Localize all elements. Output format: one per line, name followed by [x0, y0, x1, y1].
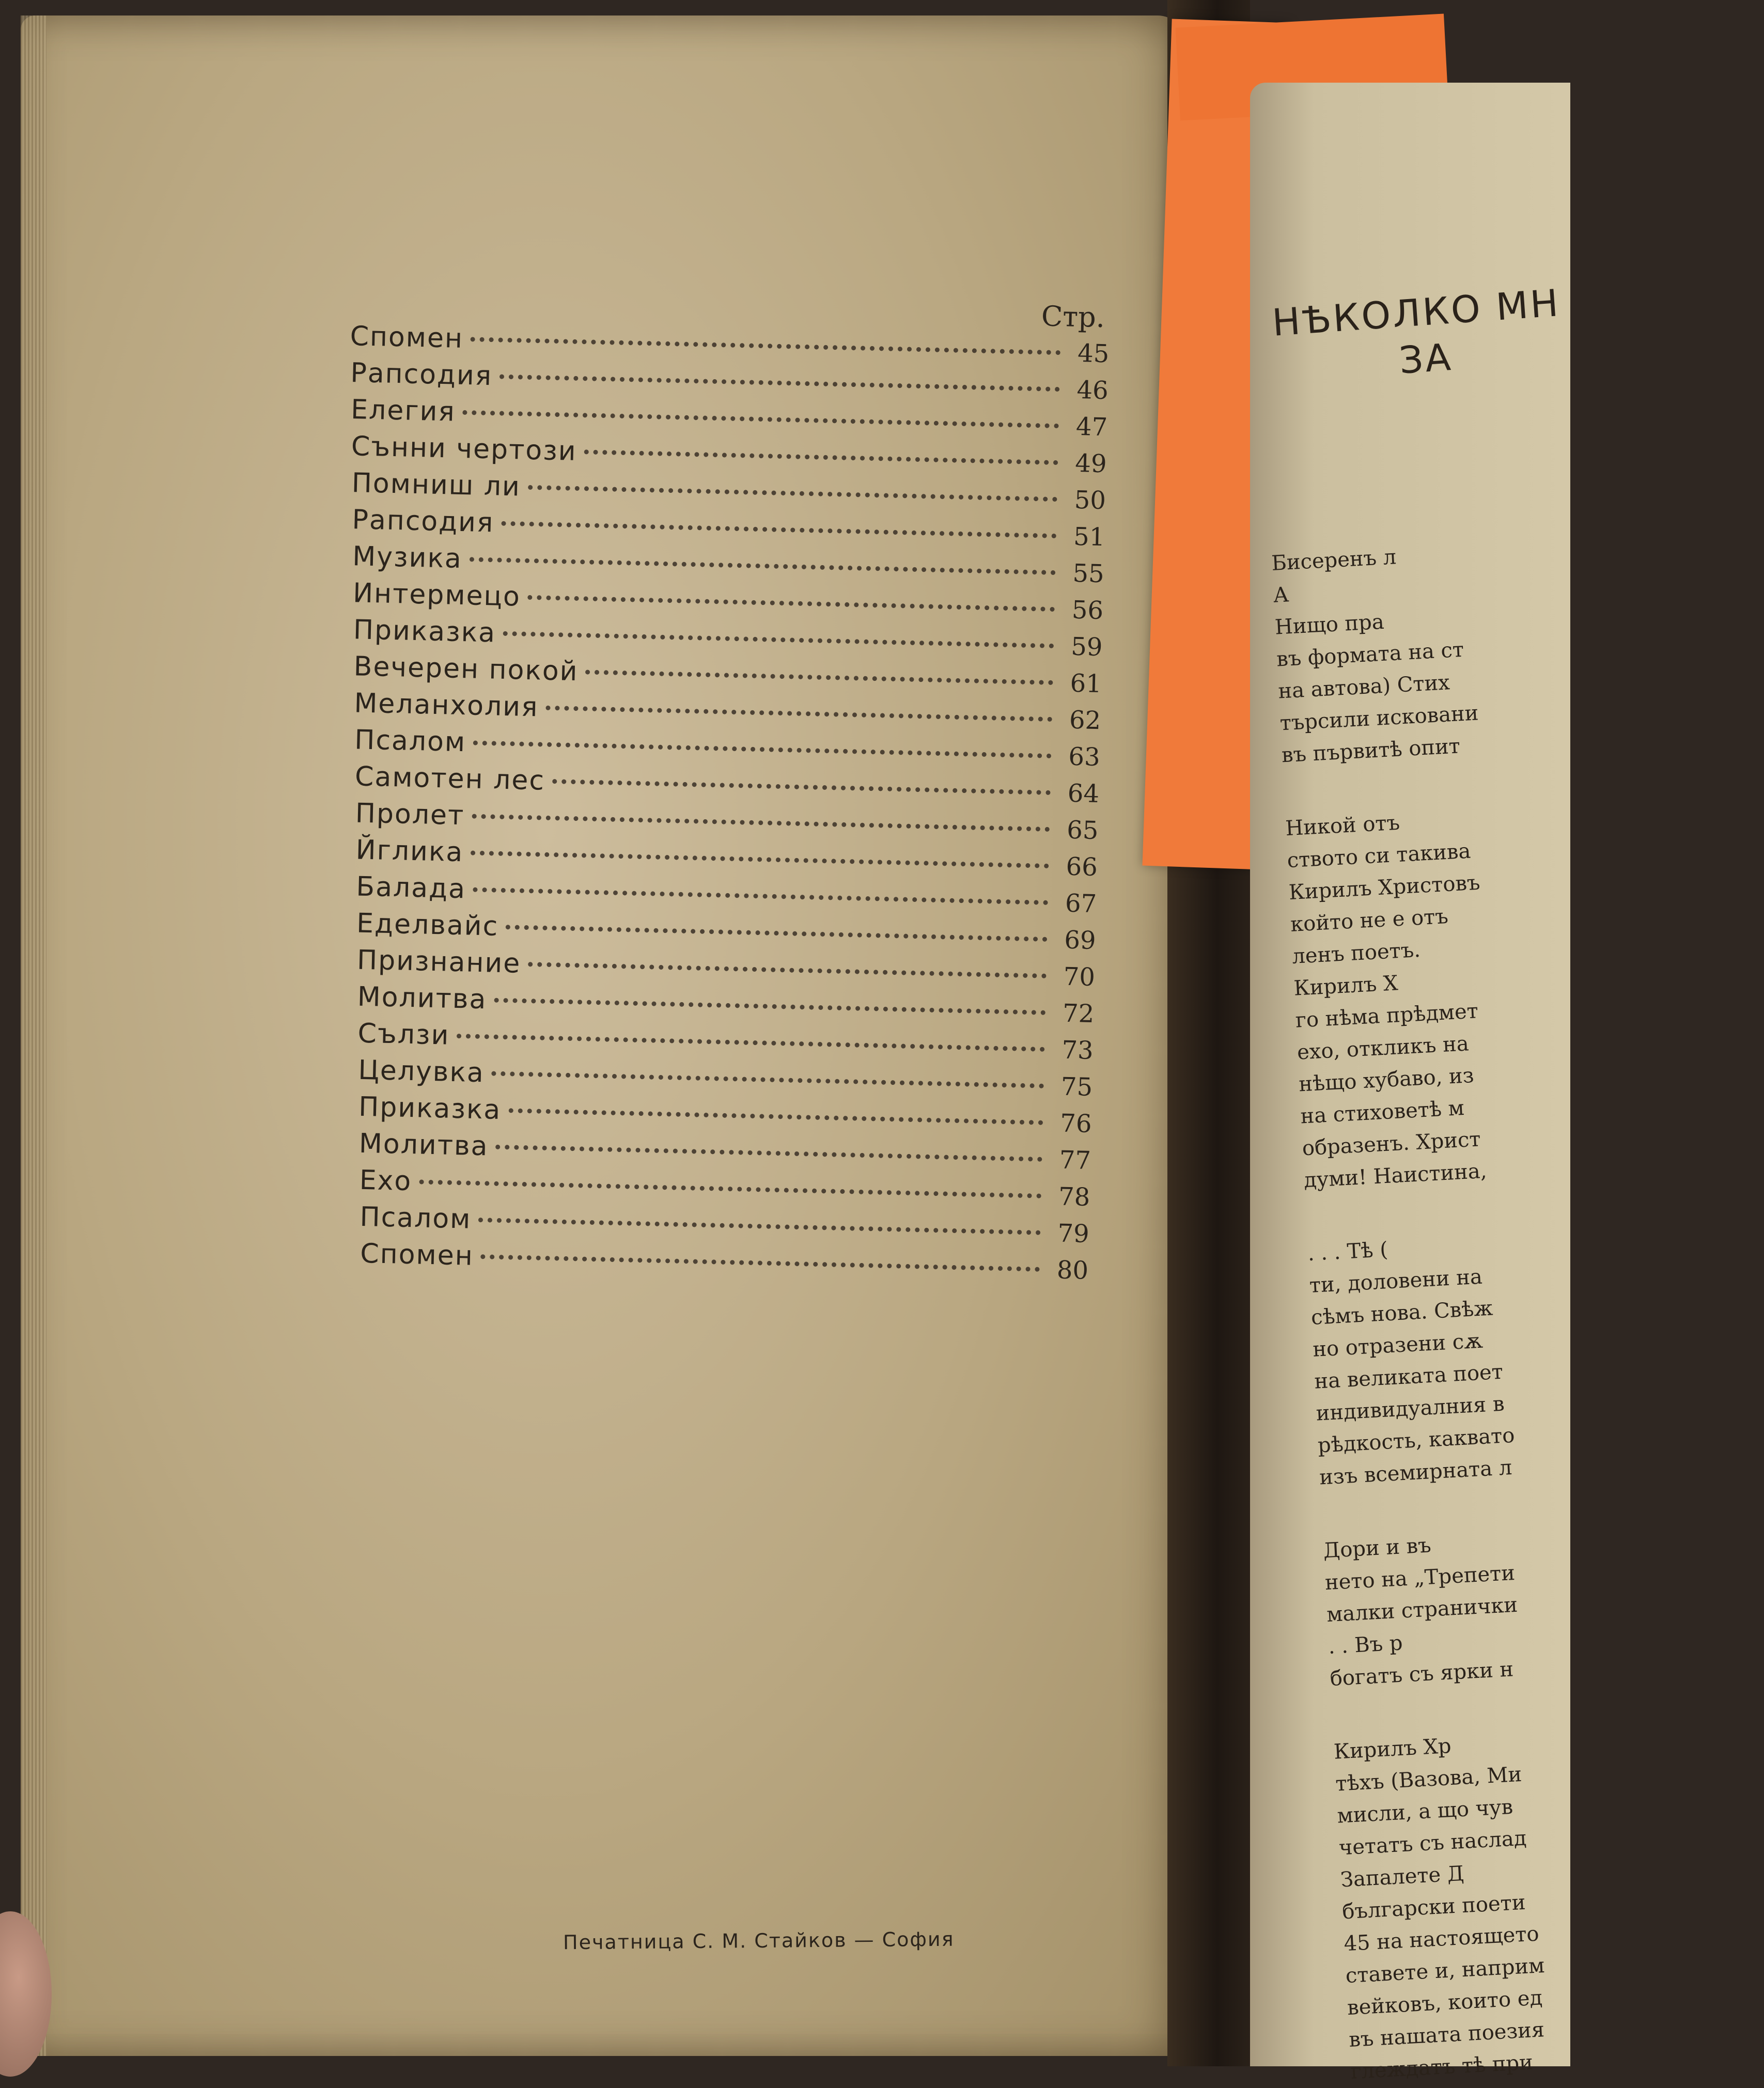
right-page-text-line: вейковъ, които ед	[1346, 1986, 1543, 2020]
toc-entry-title: Помниш ли	[351, 468, 521, 503]
toc-entry-page: 67	[1065, 889, 1097, 919]
right-page-text-line: Бисеренъ л	[1271, 545, 1397, 575]
left-page	[21, 15, 1188, 2056]
toc-entry-title: Псалом	[354, 724, 466, 758]
toc-entry-title: Псалом	[359, 1201, 472, 1235]
right-page-text-line: тѣхъ (Вазова, Ми	[1335, 1762, 1523, 1796]
toc-entry-title: Меланхолия	[353, 688, 539, 723]
toc-entry-page: 47	[1075, 412, 1108, 442]
toc-entry-title: Целувка	[357, 1054, 485, 1089]
toc-dot-leader	[494, 998, 1045, 1015]
toc-entry-page: 59	[1070, 632, 1103, 662]
right-page-text-line: Кирилъ Х	[1293, 971, 1399, 1001]
right-page-text-line: на стиховетѣ м	[1300, 1096, 1465, 1129]
toc-entry-page: 45	[1077, 338, 1110, 369]
right-page-heading	[1271, 274, 1638, 392]
toc-dot-leader	[552, 779, 1051, 795]
toc-entry-title: Сълзи	[357, 1018, 450, 1051]
toc-entry-title: Йглика	[355, 834, 464, 868]
table-of-contents	[329, 284, 1111, 1291]
toc-entries	[329, 321, 1110, 1291]
right-page-text-line: четатъ съ наслад	[1338, 1826, 1527, 1860]
toc-entry-page: 64	[1067, 778, 1100, 809]
toc-dot-leader	[471, 337, 1061, 355]
printer-footer: Печатница С. М. Стайков — София	[563, 1927, 955, 1954]
toc-entry-page: 78	[1058, 1182, 1090, 1212]
right-page-text-line: мисли, а що чув	[1336, 1795, 1514, 1828]
toc-entry-title: Балада	[355, 871, 466, 905]
right-page-text-line: Никой отъ	[1285, 811, 1401, 841]
toc-dot-leader	[528, 962, 1047, 978]
toc-dot-leader	[473, 741, 1052, 758]
toc-entry-page: 55	[1072, 558, 1105, 589]
toc-entry-page: 65	[1066, 815, 1099, 846]
right-page-text-line: на автова) Стих	[1277, 671, 1450, 704]
toc-entry-page: 72	[1062, 999, 1095, 1029]
right-page-heading-line: НѢКОЛКО МН	[1271, 281, 1562, 345]
toc-dot-leader	[457, 1034, 1045, 1052]
right-page-text-line: . . Въ р	[1328, 1631, 1403, 1659]
toc-entry-title: Спомен	[350, 320, 464, 354]
toc-entry-title: Рапсодия	[351, 504, 494, 539]
toc-dot-leader	[470, 557, 1056, 575]
right-page	[1250, 83, 1570, 2084]
toc-entry-page: 76	[1059, 1109, 1092, 1139]
toc-dot-leader	[528, 485, 1057, 502]
right-page-text-line: рѣдкость, каквато	[1317, 1423, 1516, 1458]
toc-entry-page: 66	[1066, 852, 1098, 882]
right-page-text-line: богатъ съ ярки н	[1329, 1657, 1515, 1691]
page-edge	[21, 15, 46, 2056]
toc-entry-title: Молитва	[357, 981, 488, 1016]
toc-entry-page: 49	[1074, 448, 1107, 479]
right-page-text-line: ти, доловени на	[1308, 1265, 1483, 1298]
right-page-text-line: Запалете Д	[1339, 1861, 1465, 1892]
toc-entry-title: Рапсодия	[350, 357, 493, 392]
toc-entry-title: Музика	[352, 541, 463, 575]
toc-entry-title: Спомен	[360, 1238, 474, 1272]
right-page-text-line: глеждатъ тѣ при	[1350, 2050, 1534, 2084]
toc-entry-title: Сънни чертози	[351, 431, 577, 467]
toc-page-header: Стр.	[1041, 300, 1105, 334]
toc-dot-leader	[471, 851, 1049, 868]
right-page-text-line: български поети	[1341, 1890, 1526, 1924]
toc-dot-leader	[473, 887, 1048, 905]
right-page-text-line: търсили исковани	[1279, 701, 1479, 736]
toc-entry-title: Молитва	[358, 1128, 489, 1162]
right-page-text-line: 45 на настоящето	[1343, 1922, 1540, 1956]
toc-dot-leader	[478, 1218, 1040, 1235]
toc-entry-page: 56	[1071, 595, 1104, 626]
toc-dot-leader	[495, 1145, 1042, 1162]
right-page-text-line: въ формата на ст	[1276, 637, 1465, 672]
right-page-text-line: Дори и въ	[1322, 1533, 1432, 1563]
toc-entry-page: 46	[1076, 375, 1109, 406]
toc-entry-page: 79	[1057, 1219, 1090, 1249]
toc-dot-leader	[472, 814, 1050, 832]
right-page-heading-line: ЗА	[1397, 335, 1454, 382]
right-page-text-line: изъ всемирната л	[1319, 1456, 1513, 1490]
toc-entry-title: Самотен лес	[354, 761, 545, 797]
toc-entry-page: 69	[1064, 925, 1097, 956]
toc-dot-leader	[528, 595, 1055, 612]
right-page-text-line: малки странички	[1326, 1593, 1519, 1627]
right-page-text-line: думи! Наистина,	[1303, 1159, 1488, 1193]
toc-dot-leader	[545, 706, 1052, 722]
right-page-text-line: който не е отъ	[1290, 905, 1449, 937]
right-page-text-line: нето на „Трепети	[1324, 1561, 1516, 1595]
right-page-text-line: ленъ поетъ.	[1291, 938, 1421, 969]
right-page-text-line: Кирилъ Христовъ	[1288, 870, 1481, 905]
right-page-text-line: на великата поет	[1314, 1360, 1504, 1394]
toc-dot-leader	[419, 1179, 1041, 1198]
toc-entry-title: Приказка	[353, 614, 496, 649]
toc-entry-title: Приказка	[358, 1091, 502, 1126]
toc-entry-page: 50	[1074, 485, 1106, 516]
right-page-text-line: А	[1272, 583, 1290, 607]
toc-entry-title: Елегия	[350, 394, 456, 428]
right-page-text-line: въ първитѣ опит	[1281, 734, 1461, 768]
right-page-text-line: индивидуалния в	[1315, 1392, 1505, 1426]
toc-dot-leader	[501, 521, 1056, 538]
toc-entry-page: 62	[1069, 705, 1101, 736]
toc-entry-title: Ехо	[359, 1164, 412, 1197]
toc-entry-page: 61	[1070, 668, 1102, 699]
toc-dot-leader	[463, 410, 1059, 428]
toc-entry-page: 70	[1063, 962, 1096, 992]
toc-dot-leader	[481, 1254, 1040, 1272]
right-page-text-line: нѣщо хубаво, из	[1298, 1063, 1475, 1097]
toc-entry-page: 51	[1073, 522, 1105, 552]
toc-dot-leader	[584, 449, 1058, 465]
right-page-text-line: ехо, откликъ на	[1297, 1032, 1470, 1065]
right-page-text-line: ставете и, наприм	[1345, 1954, 1546, 1988]
toc-dot-leader	[506, 925, 1048, 942]
toc-dot-leader	[508, 1108, 1043, 1125]
right-page-text-line: сѣмъ нова. Свѣж	[1310, 1296, 1494, 1330]
right-page-text-line: ството си такива	[1286, 839, 1472, 873]
right-page-text-line: . . . Тѣ (	[1307, 1238, 1389, 1266]
toc-dot-leader	[585, 669, 1053, 685]
right-page-text-line: Кирилъ Хр	[1333, 1734, 1452, 1764]
right-page-text-line: въ нашата поезия	[1348, 2018, 1546, 2052]
toc-entry-page: 73	[1061, 1035, 1094, 1065]
toc-entry-title: Вечерен покой	[353, 651, 579, 688]
right-page-text-line: Нищо пра	[1274, 610, 1385, 640]
right-page-text-line: но отразени сѫ	[1312, 1329, 1484, 1362]
toc-entry-page: 75	[1060, 1072, 1093, 1102]
toc-dot-leader	[503, 631, 1054, 648]
toc-entry-page: 63	[1068, 742, 1101, 772]
toc-dot-leader	[492, 1071, 1044, 1088]
toc-entry-page: 77	[1059, 1145, 1091, 1175]
right-page-text	[1271, 526, 1764, 2088]
right-page-text-line: го нѣма прѣдмет	[1294, 999, 1479, 1033]
toc-entry-title: Еделвайс	[356, 908, 499, 942]
right-page-text-line: образенъ. Христ	[1301, 1127, 1481, 1161]
toc-entry-title: Интермецо	[352, 578, 521, 613]
toc-entry-title: Пролет	[355, 798, 465, 832]
toc-entry-title: Признание	[356, 944, 521, 979]
toc-entry-page: 80	[1056, 1255, 1089, 1285]
toc-dot-leader	[499, 375, 1060, 392]
